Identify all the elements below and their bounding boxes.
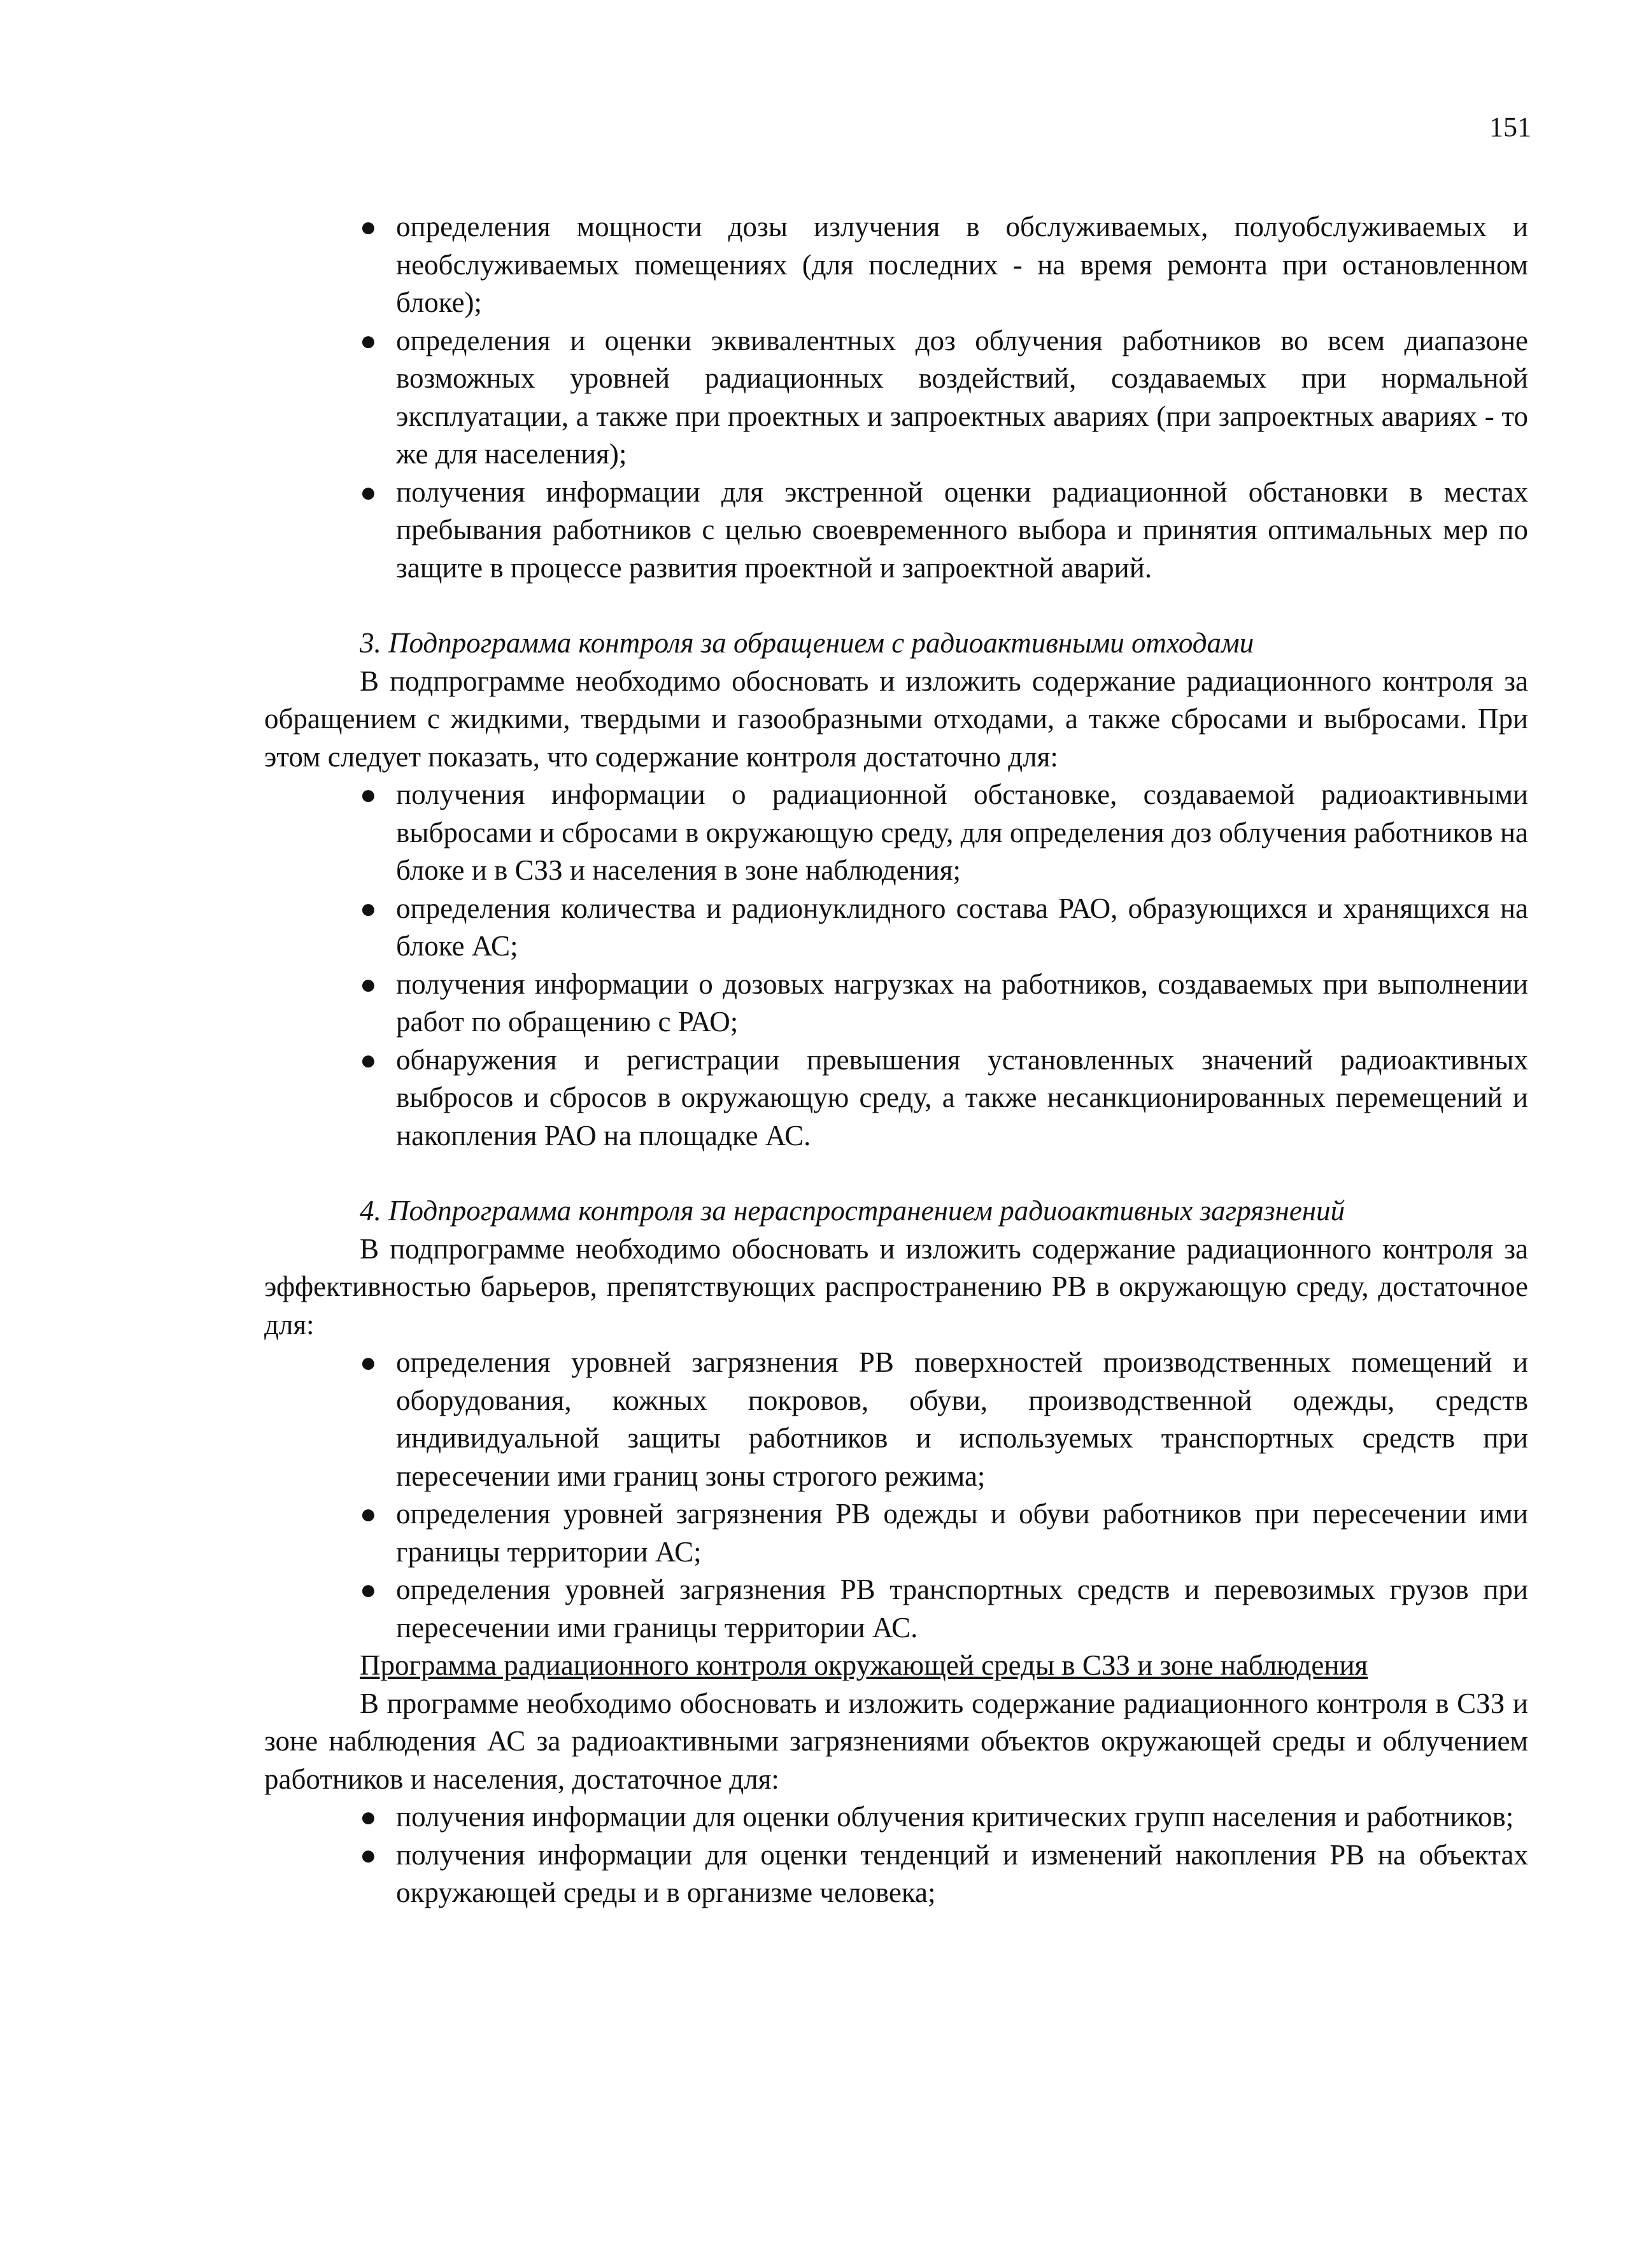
- section-3-paragraph: В подпрограмме необходимо обосновать и изложить содержание радиационного контроля за обращением с жидкими, твердыми и газообразными отходами, а также сбросами и выбросами. При этом следует показать, что содержание контроля достаточно для:: [264, 665, 1528, 773]
- list-item: [264, 1495, 1528, 1571]
- list-item-text: получения информации о радиационной обстановке, создаваемой радиоактивными выбросами и сбросами в окружающую среду, для определения доз облучения работников на блоке и в СЗЗ и населения в зоне наблюдения;: [396, 778, 1528, 886]
- section-4-list: [264, 1344, 1528, 1647]
- list-item-text: получения информации о дозовых нагрузках на работников, создаваемых при выполнении работ по обращению с РАО;: [396, 968, 1528, 1038]
- list-item: [264, 1798, 1528, 1836]
- section-5-heading: Программа радиационного контроля окружающей среды в СЗЗ и зоне наблюдения: [360, 1649, 1368, 1681]
- list-item: [264, 208, 1528, 322]
- bullet-icon: ●: [360, 779, 377, 810]
- bullet-icon: ●: [360, 968, 377, 1000]
- bullet-icon: ●: [360, 892, 377, 924]
- section-5-paragraph: В программе необходимо обосновать и изложить содержание радиационного контроля в СЗЗ и зоне наблюдения АС за радиоактивными загрязнениями объектов окружающей среды и облучением работников и населения, достаточное для:: [264, 1687, 1528, 1795]
- bullet-icon: ●: [360, 476, 377, 508]
- list-item: [264, 474, 1528, 588]
- list-item: [264, 776, 1528, 890]
- bullet-icon: ●: [360, 1839, 377, 1871]
- list-item-text: определения и оценки эквивалентных доз облучения работников во всем диапазоне возможных уровней радиационных воздействий, создаваемых при нормальной эксплуатации, а также при проектных и запроектных авариях (при запроектных авариях - то же для населения);: [396, 324, 1528, 470]
- list-item-text: получения информации для оценки облучения критических групп населения и работников;: [396, 1801, 1514, 1833]
- list-item-text: обнаружения и регистрации превышения установленных значений радиоактивных выбросов и сбросов в окружающую среду, а также несанкционированных перемещений и накопления РАО на площадке АС.: [396, 1043, 1528, 1152]
- list-item-text: определения мощности дозы излучения в обслуживаемых, полуобслуживаемых и необслуживаемых помещениях (для последних - на время ремонта при остановленном блоке);: [396, 211, 1528, 318]
- bullet-icon: ●: [360, 211, 377, 243]
- list-item: [264, 322, 1528, 474]
- list-item: [264, 1571, 1528, 1647]
- section-3-list: [264, 776, 1528, 1155]
- section-4-paragraph: В подпрограмме необходимо обосновать и изложить содержание радиационного контроля за эффективностью барьеров, препятствующих распространению РВ в окружающую среду, достаточное для:: [264, 1232, 1528, 1341]
- list-item: [264, 1344, 1528, 1495]
- section-5-list: [264, 1798, 1528, 1912]
- list-item-text: определения количества и радионуклидного состава РАО, образующихся и хранящихся на блоке АС;: [396, 892, 1528, 962]
- document-body: [264, 208, 1528, 1912]
- list-item: [264, 966, 1528, 1041]
- list-item-text: получения информации для оценки тенденций и изменений накопления РВ на объектах окружающей среды и в организме человека;: [396, 1838, 1528, 1908]
- bullet-icon: ●: [360, 1347, 377, 1378]
- list-item-text: определения уровней загрязнения РВ одежды и обуви работников при пересечении ими границы территории АС;: [396, 1498, 1528, 1568]
- list-item: [264, 1836, 1528, 1912]
- section-4-heading: 4. Подпрограмма контроля за нераспространением радиоактивных загрязнений: [360, 1195, 1345, 1227]
- bullet-icon: ●: [360, 325, 377, 356]
- bullet-icon: ●: [360, 1044, 377, 1076]
- list-item: [264, 890, 1528, 966]
- bullet-icon: ●: [360, 1498, 377, 1530]
- bullet-icon: ●: [360, 1801, 377, 1833]
- section-3-heading: 3. Подпрограмма контроля за обращением с радиоактивными отходами: [360, 627, 1254, 659]
- list-item-text: определения уровней загрязнения РВ транспортных средств и перевозимых грузов при пересечении ими границы территории АС.: [396, 1574, 1528, 1644]
- list-item: [264, 1041, 1528, 1155]
- list-item-text: определения уровней загрязнения РВ поверхностей производственных помещений и оборудования, кожных покровов, обуви, производственной одежды, средств индивидуальной защиты работников и используемых транспортных средств при пересечении ими границ зоны строгого режима;: [396, 1346, 1528, 1492]
- bullet-icon: ●: [360, 1574, 377, 1605]
- list-item-text: получения информации для экстренной оценки радиационной обстановки в местах пребывания работников с целью своевременного выбора и принятия оптимальных мер по защите в процессе развития проектной и запроектной аварий.: [396, 475, 1528, 584]
- page-number: 151: [1489, 111, 1531, 143]
- list-radiation-monitoring: [264, 208, 1528, 587]
